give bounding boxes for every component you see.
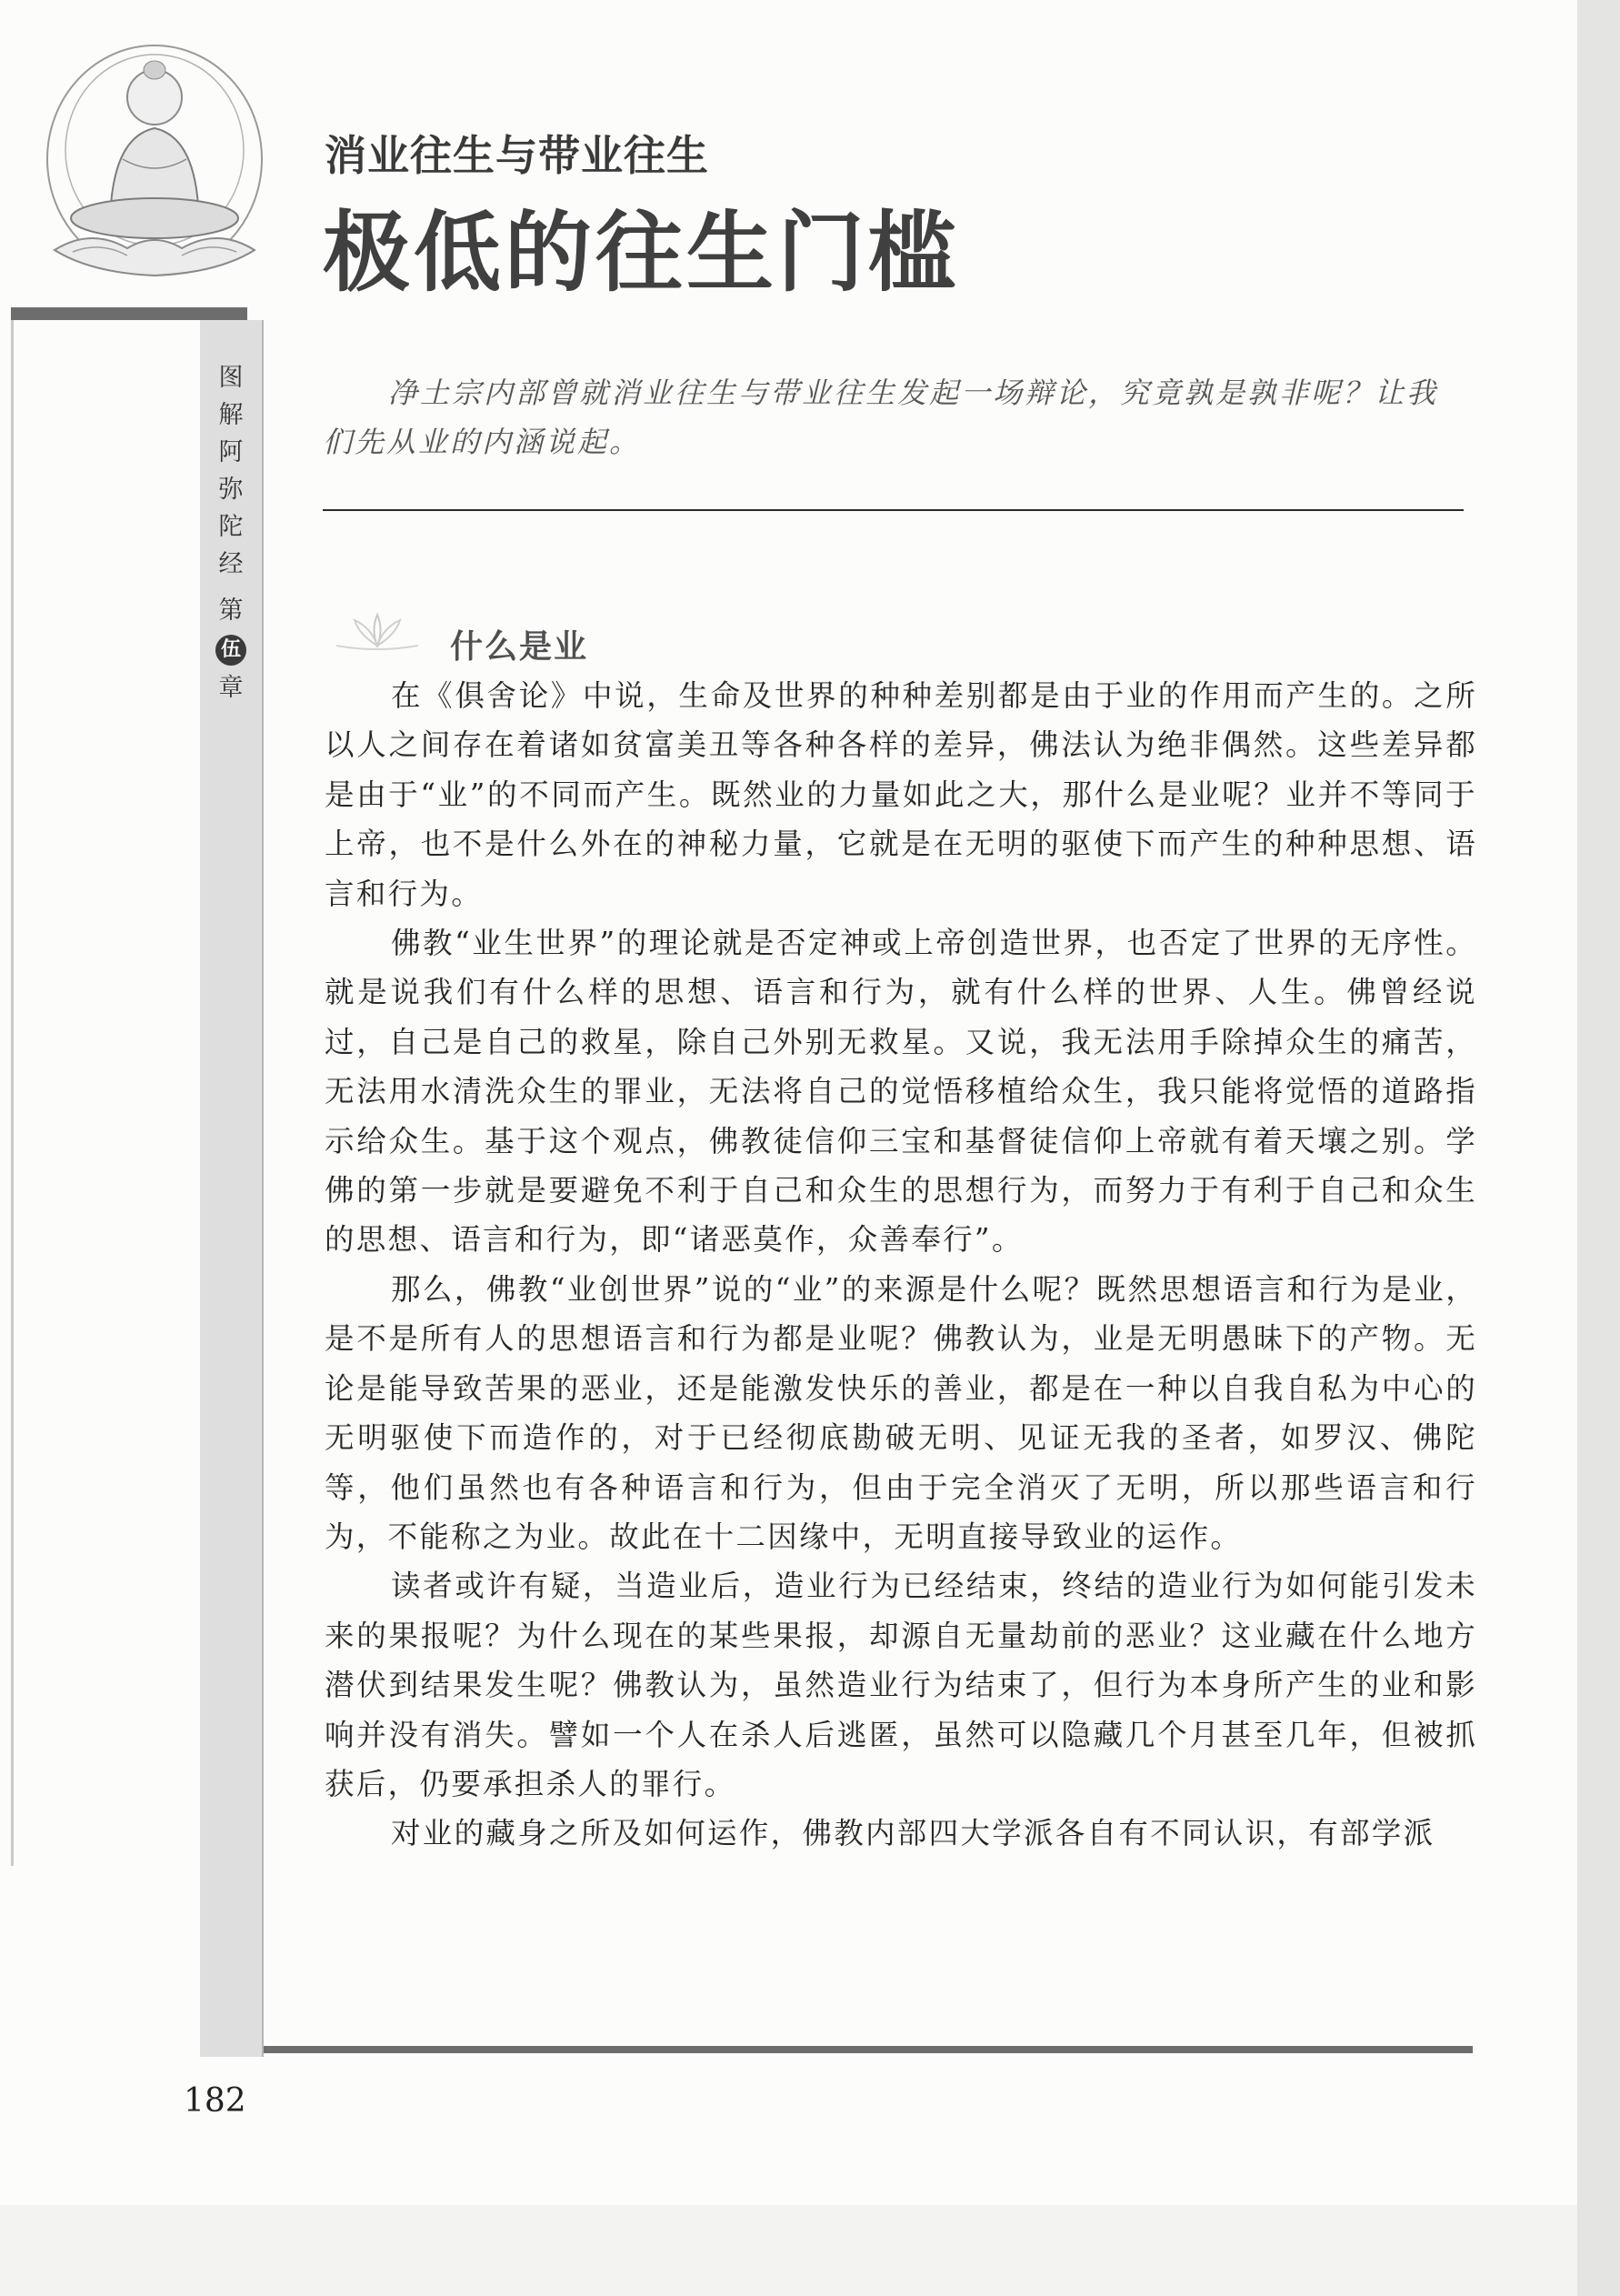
chapter-number-badge: 伍 xyxy=(215,635,246,666)
paragraph: 那么，佛教“业创世界”说的“业”的来源是什么呢？既然思想语言和行为是业，是不是所有人的思想语言和行为都是业呢？佛教认为，业是无明愚昧下的产物。无论是能导致苦果的恶业，还是能激发快乐的善业，都是在一种以自我自私为中心的无明驱使下而造作的，对于已经彻底勘破无明、见证无我的圣者，如罗汉、佛陀等，他们虽然也有各种语言和行为，但由于完全消灭了无明，所以那些语言和行为，不能称之为业。故此在十二因缘中，无明直接导致业的运作。 xyxy=(325,1271,1477,1554)
lotus-icon xyxy=(327,607,427,653)
page-number: 182 xyxy=(184,2082,246,2120)
intro-text: 净土宗内部曾就消业往生与带业往生发起一场辩论，究竟孰是孰非呢？让我们先从业的内涵说起。 xyxy=(323,376,1439,459)
buddha-figure-icon xyxy=(36,41,273,291)
intro-divider xyxy=(323,509,1464,511)
paragraph: 读者或许有疑，当造业后，造业行为已经结束，终结的造业行为如何能引发未来的果报呢？为什么现在的某些果报，却源自无量劫前的恶业？这业藏在什么地方潜伏到结果发生呢？佛教认为，虽然造业行为结束了，但行为本身所产生的业和影响并没有消失。譬如一个人在杀人后逃匿，虽然可以隐藏几个月甚至几年，但被抓获后，仍要承担杀人的罪行。 xyxy=(325,1569,1477,1801)
sidebar-char: 解 xyxy=(218,401,244,429)
sidebar-char: 图 xyxy=(218,364,244,392)
sidebar-char: 弥 xyxy=(218,476,244,504)
sidebar-char: 章 xyxy=(218,674,244,702)
sidebar-chapter-label xyxy=(200,359,262,707)
paragraph: 佛教“业生世界”的理论就是否定神或上帝创造世界，也否定了世界的无序性。就是说我们有什么样的思想、语言和行为，就有什么样的世界、人生。佛曾经说过，自己是自己的救星，除自己外别无救星。又说，我无法用手除掉众生的痛苦，无法用水清洗众生的罪业，无法将自己的觉悟移植给众生，我只能将觉悟的道路指示给众生。基于这个观点，佛教徒信仰三宝和基督徒信仰上帝就有着天壤之别。学佛的第一步就是要避免不利于自己和众生的思想行为，而努力于有利于自己和众生的思想、语言和行为，即“诸恶莫作，众善奉行”。 xyxy=(325,926,1477,1258)
header-bar xyxy=(11,307,247,320)
section-heading: 什么是业 xyxy=(450,628,589,666)
sidebar-char: 阿 xyxy=(218,438,244,466)
sidebar-char: 陀 xyxy=(218,513,244,541)
footer-bar xyxy=(264,2046,1473,2053)
body-text xyxy=(325,671,1477,1859)
sidebar-char: 经 xyxy=(218,550,244,578)
left-rule xyxy=(11,320,14,1866)
sidebar-char: 第 xyxy=(218,597,244,625)
page-subtitle: 消业往生与带业往生 xyxy=(325,131,709,180)
page-edge xyxy=(1577,0,1620,2296)
paragraph: 在《俱舍论》中说，生命及世界的种种差别都是由于业的作用而产生的。之所以人之间存在着诸如贫富美丑等各种各样的差异，佛法认为绝非偶然。这些差异都是由于“业”的不同而产生。既然业的力量如此之大，那什么是业呢？业并不等同于上帝，也不是什么外在的神秘力量，它就是在无明的驱使下而产生的种种思想、语言和行为。 xyxy=(325,678,1477,911)
paragraph: 对业的藏身之所及如何运作，佛教内部四大学派各自有不同认识，有部学派 xyxy=(391,1816,1435,1851)
page-title: 极低的往生门槛 xyxy=(323,202,959,304)
